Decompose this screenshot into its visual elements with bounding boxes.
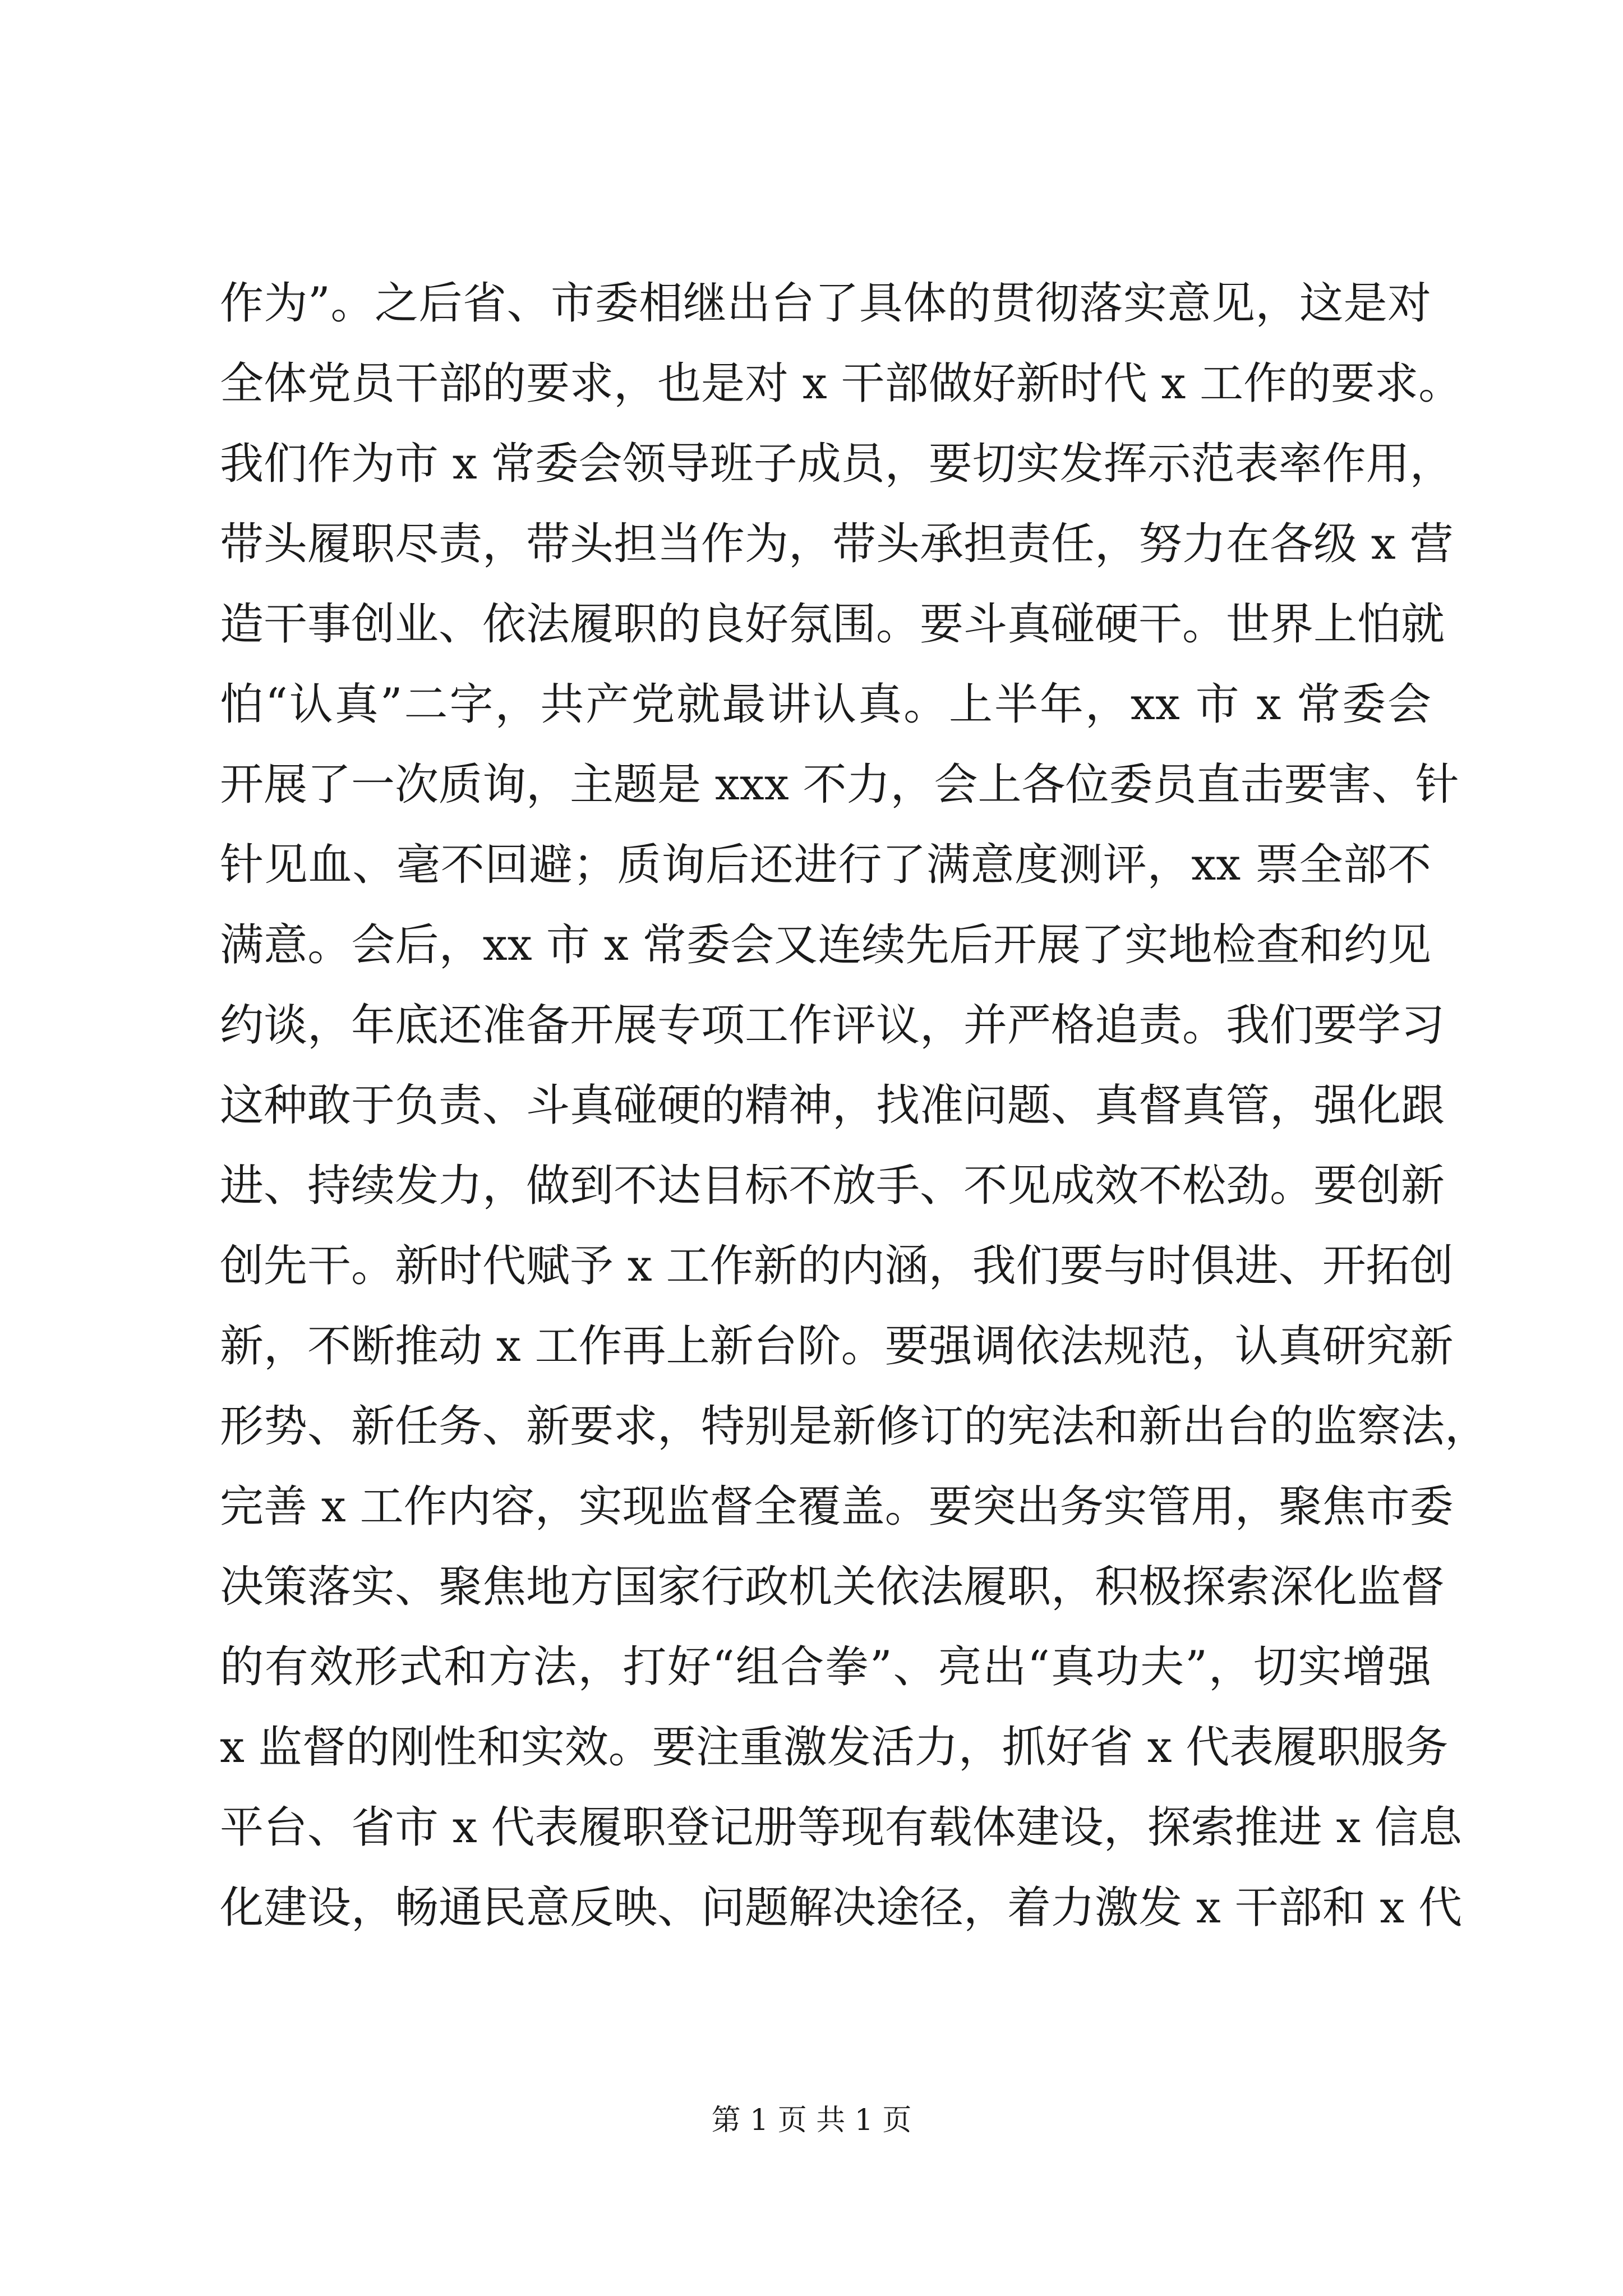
text-line: 全体党员干部的要求，也是对 x 干部做好新时代 x 工作的要求。 [220, 358, 1463, 409]
text-line: 新，不断推动 x 工作再上新台阶。要强调依法规范，认真研究新 [220, 1321, 1454, 1372]
text-line: 开展了一次质询，主题是 xxx 不力，会上各位委员直击要害、针 [220, 760, 1459, 810]
text-line: 我们作为市 x 常委会领导班子成员，要切实发挥示范表率作用， [220, 439, 1454, 489]
text-line: 的有效形式和方法，打好“组合拳”、亮出“真功夫”，切实增强 [220, 1642, 1431, 1692]
text-line: 怕“认真”二字，共产党就最讲认真。上半年，xx 市 x 常委会 [220, 679, 1431, 730]
body-text [220, 264, 1489, 1948]
text-line: 这种敢于负责、斗真碰硬的精神，找准问题、真督真管，强化跟 [220, 1080, 1445, 1131]
text-line: 创先干。新时代赋予 x 工作新的内涵，我们要与时俱进、开拓创 [220, 1241, 1454, 1291]
text-line: 决策落实、聚焦地方国家行政机关依法履职，积极探索深化监督 [220, 1562, 1445, 1612]
text-line: 化建设，畅通民意反映、问题解决途径，着力激发 x 干部和 x 代 [220, 1883, 1463, 1933]
text-line: 约谈，年底还准备开展专项工作评议，并严格追责。我们要学习 [220, 1000, 1445, 1051]
page-number-footer: 第 1 页 共 1 页 [711, 2104, 912, 2137]
text-line: 带头履职尽责，带头担当作为，带头承担责任，努力在各级 x 营 [220, 519, 1454, 569]
text-line: 造干事创业、依法履职的良好氛围。要斗真碰硬干。世界上怕就 [220, 599, 1445, 650]
text-line: 形势、新任务、新要求，特别是新修订的宪法和新出台的监察法， [220, 1401, 1489, 1452]
text-line: x 监督的刚性和实效。要注重激发活力，抓好省 x 代表履职服务 [220, 1722, 1449, 1773]
text-line: 平台、省市 x 代表履职登记册等现有载体建设，探索推进 x 信息 [220, 1802, 1463, 1853]
text-line: 满意。会后，xx 市 x 常委会又连续先后开展了实地检查和约见 [220, 920, 1431, 970]
text-line: 进、持续发力，做到不达目标不放手、不见成效不松劲。要创新 [220, 1161, 1445, 1211]
text-line: 针见血、毫不回避；质询后还进行了满意度测评，xx 票全部不 [220, 840, 1431, 890]
text-line: 作为”。之后省、市委相继出台了具体的贯彻落实意见，这是对 [220, 278, 1431, 329]
text-line: 完善 x 工作内容，实现监督全覆盖。要突出务实管用，聚焦市委 [220, 1481, 1454, 1532]
